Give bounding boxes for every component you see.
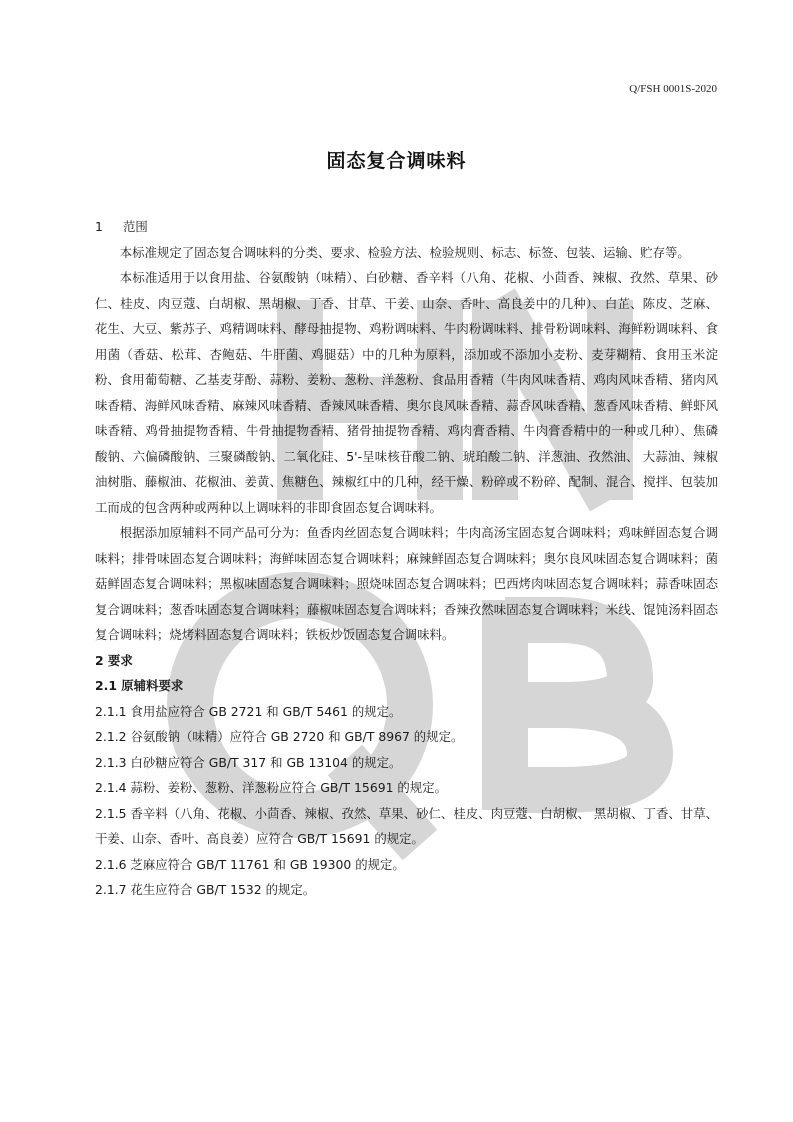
clause-2-1-1: 2.1.1 食用盐应符合 GB 2721 和 GB/T 5461 的规定。 bbox=[95, 703, 402, 719]
clause-2-1-7: 2.1.7 花生应符合 GB/T 1532 的规定。 bbox=[95, 882, 316, 897]
scope-paragraph-1: 本标准规定了固态复合调味料的分类、要求、检验方法、检验规则、标志、标签、包装、运输、贮存等。 bbox=[119, 244, 690, 260]
clause-2-1-4: 2.1.4 蒜粉、姜粉、葱粉、洋葱粉应符合 GB/T 15691 的规定。 bbox=[95, 780, 447, 795]
document-title: 固态复合调味料 bbox=[326, 150, 467, 172]
section-1-heading bbox=[95, 214, 718, 240]
section-2-heading: 2 要求 bbox=[95, 652, 133, 668]
section-1-number: 1 bbox=[95, 219, 103, 234]
section-1-title: 范围 bbox=[123, 219, 148, 234]
scope-paragraph-2: 本标准适用于以食用盐、谷氨酸钠（味精）、白砂糖、香辛料（八角、花椒、小茴香、辣椒、孜然、草果、砂仁、桂皮、肉豆蔻、白胡椒、黑胡椒、丁香、甘草、干姜、山奈、香叶、高良姜中的几种）、白芷、陈皮、芝麻、花生、大豆、紫苏子、鸡精调味料、酵母抽提物、鸡粉调味料、牛肉粉调味料、排骨粉调味料、海鲜粉调味料、食用菌（香菇、松茸、杏鲍菇、牛肝菌、鸡腿菇）中的几种为原料，添加或不添加小麦粉、麦芽糊精、食用玉米淀粉、食用葡萄糖、乙基麦芽酚、蒜粉、姜粉、葱粉、洋葱粉、食品用香精（牛肉风味香精、鸡肉风味香精、猪肉风味香精、海鲜风味香精、麻辣风味香精、香辣风味香精、奥尔良风味香精、蒜香风味香精、葱香风味香精、鲜虾风味香精、鸡骨抽提物香精、牛骨抽提物香精、猪骨抽提物香精、鸡肉膏香精、牛肉膏香精中的一种或几种）、焦磷酸钠、六偏磷酸钠、三聚磷酸钠、二氧化硅、5'-呈味核苷酸二钠、琥珀酸二钠、洋葱油、孜然油、 大蒜油、辣椒油树脂、藤椒油、花椒油、姜黄、焦糖色、辣椒红中的几种，经干燥、粉碎或不粉碎、配制、混合、搅拌、包装加工而成的包含两种或两种以上调味料的非即食固态复合调味料。 bbox=[95, 270, 718, 515]
scope-paragraph-3: 根据添加原辅料不同产品可分为：鱼香肉丝固态复合调味料；牛肉高汤宝固态复合调味料；鸡味鲜固态复合调味料；排骨味固态复合调味料；海鲜味固态复合调味料；麻辣鲜固态复合调味料；奥尔良风味固态复合调味料；菌菇鲜固态复合调味料；黑椒味固态复合调味料；照烧味固态复合调味料；巴西烤肉味固态复合调味料；蒜香味固态复合调味料；葱香味固态复合调味料；藤椒味固态复合调味料；香辣孜然味固态复合调味料；米线、馄饨汤料固态复合调味料；烧烤料固态复合调味料；铁板炒饭固态复合调味料。 bbox=[95, 525, 718, 642]
section-2-1-heading: 2.1 原辅料要求 bbox=[95, 678, 184, 693]
clause-2-1-6: 2.1.6 芝麻应符合 GB/T 11761 和 GB 19300 的规定。 bbox=[95, 856, 405, 872]
standard-code: Q/FSH 0001S-2020 bbox=[629, 83, 717, 95]
clause-2-1-2: 2.1.2 谷氨酸钠（味精）应符合 GB 2720 和 GB/T 8967 的规定。 bbox=[95, 729, 464, 744]
clause-2-1-3: 2.1.3 白砂糖应符合 GB/T 317 和 GB 13104 的规定。 bbox=[95, 754, 402, 770]
document-body bbox=[95, 214, 718, 903]
clause-2-1-5: 2.1.5 香辛料（八角、花椒、小茴香、辣椒、孜然、草果、砂仁、桂皮、肉豆蔻、白胡椒、 黑胡椒、丁香、甘草、干姜、山奈、香叶、高良姜）应符合 GB/T 15691 的规定。 bbox=[95, 805, 718, 846]
